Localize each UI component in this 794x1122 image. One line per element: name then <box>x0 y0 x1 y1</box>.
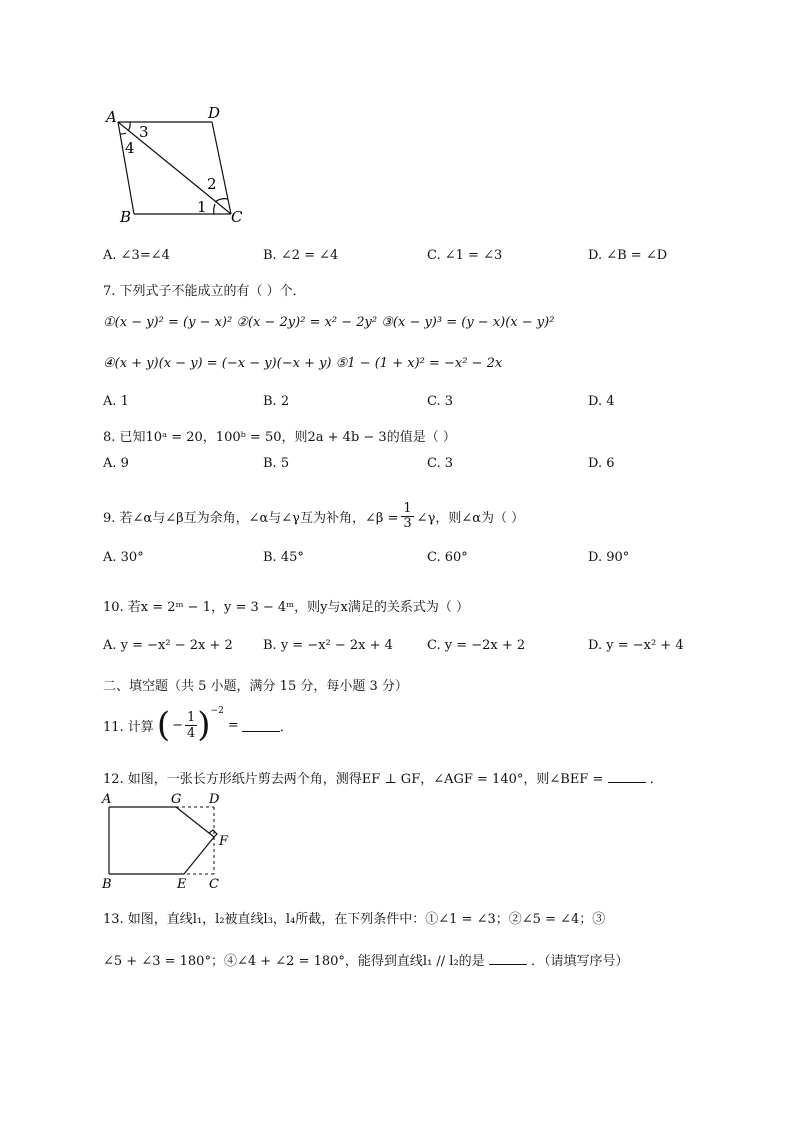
q7-option-a: A. 1 <box>103 394 129 409</box>
fig12-label-D: D <box>209 792 220 807</box>
fig12-label-F: F <box>219 834 229 849</box>
q9-frac-num: 1 <box>403 501 412 516</box>
fig6-angle-2: 2 <box>207 175 217 193</box>
q9-option-a: A. 30° <box>103 550 144 565</box>
q11-fraction <box>185 710 197 741</box>
fig12-label-G: G <box>171 792 182 807</box>
q13-row-2-text: ∠5 + ∠3 = 180°；④∠4 + ∠2 = 180°，能得到直线l₁ // l₂的是 <box>103 954 485 969</box>
q11-minus-sign: − <box>172 717 183 733</box>
q7-row-1: ①(x − y)² = (y − x)² ②(x − 2y)² = x² − 2y² ③(x − y)³ = (y − x)(x − y)² <box>103 315 555 330</box>
q13-row-1: 13. 如图，直线l₁，l₂被直线l₃，l₄所截，在下列条件中：①∠1 = ∠3；②∠5 = ∠4；③ <box>103 912 606 927</box>
q11-answer-blank[interactable] <box>242 719 280 732</box>
q12-end: ． <box>649 772 663 787</box>
q10-stem: 10. 若x = 2ᵐ − 1，y = 3 − 4ᵐ，则y与x满足的关系式为（ ） <box>103 600 469 615</box>
fig12-label-B: B <box>102 877 112 892</box>
q10-option-d: D. y = −x² + 4 <box>588 638 684 653</box>
q11-stem <box>103 705 293 745</box>
fig6-angle-4: 4 <box>125 139 135 157</box>
fig6-label-D: D <box>208 104 221 122</box>
section-2-heading: 二、填空题（共 5 小题，满分 15 分，每小题 3 分） <box>103 679 408 694</box>
fig6-angle-3: 3 <box>139 123 149 141</box>
fig12-label-E: E <box>177 877 187 892</box>
q11-frac-den: 4 <box>186 725 196 741</box>
q9-fraction <box>401 502 413 531</box>
q9-frac-den: 3 <box>403 516 412 531</box>
q8-option-d: D. 6 <box>588 456 615 471</box>
q10-option-c: C. y = −2x + 2 <box>427 638 526 653</box>
q8-option-a: A. 9 <box>103 456 129 471</box>
fig12-label-A: A <box>102 792 112 807</box>
q8-stem: 8. 已知10ᵃ = 20，100ᵇ = 50，则2a + 4b − 3的值是（ ） <box>103 430 456 445</box>
q6-parallelogram-figure <box>100 100 260 230</box>
q12-stem-text: 12. 如图，一张长方形纸片剪去两个角，测得EF ⊥ GF，∠AGF = 140°，则∠BEF = <box>103 772 604 787</box>
q12-stem <box>103 768 663 787</box>
q7-option-d: D. 4 <box>588 394 615 409</box>
q9-stem-pre: 9. 若∠α与∠β互为余角，∠α与∠γ互为补角，∠β = <box>103 511 399 526</box>
q6-option-a: A. ∠3=∠4 <box>103 248 170 263</box>
fig6-label-B: B <box>120 208 132 226</box>
q8-option-c: C. 3 <box>427 456 454 471</box>
q7-option-b: B. 2 <box>263 394 290 409</box>
q11-end: ． <box>279 719 293 735</box>
q9-stem <box>103 502 524 531</box>
fig6-label-A: A <box>106 108 117 126</box>
q10-option-b: B. y = −x² − 2x + 4 <box>263 638 393 653</box>
q8-option-b: B. 5 <box>263 456 290 471</box>
q9-stem-post: ∠γ，则∠α为（ ） <box>416 511 525 526</box>
fig6-label-C: C <box>231 208 243 226</box>
q6-option-b: B. ∠2 = ∠4 <box>263 248 339 263</box>
q13-row-2 <box>103 950 628 969</box>
q6-option-d: D. ∠B = ∠D <box>588 248 668 263</box>
q11-pre: 11. 计算 <box>103 719 154 735</box>
q6-option-c: C. ∠1 = ∠3 <box>427 248 503 263</box>
q12-rectangle-figure <box>98 790 248 896</box>
q13-answer-blank[interactable] <box>489 952 527 965</box>
q7-option-c: C. 3 <box>427 394 454 409</box>
q11-frac-num: 1 <box>186 709 196 725</box>
q7-row-2: ④(x + y)(x − y) = (−x − y)(−x + y) ⑤1 − (1 + x)² = −x² − 2x <box>103 356 503 371</box>
q9-option-d: D. 90° <box>588 550 630 565</box>
q9-option-b: B. 45° <box>263 550 304 565</box>
q9-option-c: C. 60° <box>427 550 468 565</box>
q7-stem: 7. 下列式子不能成立的有（ ）个． <box>103 284 306 299</box>
q12-answer-blank[interactable] <box>608 770 646 783</box>
q11-equals: = <box>227 717 239 733</box>
q13-row-2-end: ．（请填写序号） <box>530 954 629 969</box>
q10-option-a: A. y = −x² − 2x + 2 <box>103 638 233 653</box>
q11-exponent: −2 <box>210 706 224 716</box>
q11-paren-open: ( <box>156 705 171 745</box>
fig12-label-C: C <box>209 877 219 892</box>
fig6-angle-1: 1 <box>197 198 207 216</box>
q11-paren-close: ) <box>197 705 211 745</box>
